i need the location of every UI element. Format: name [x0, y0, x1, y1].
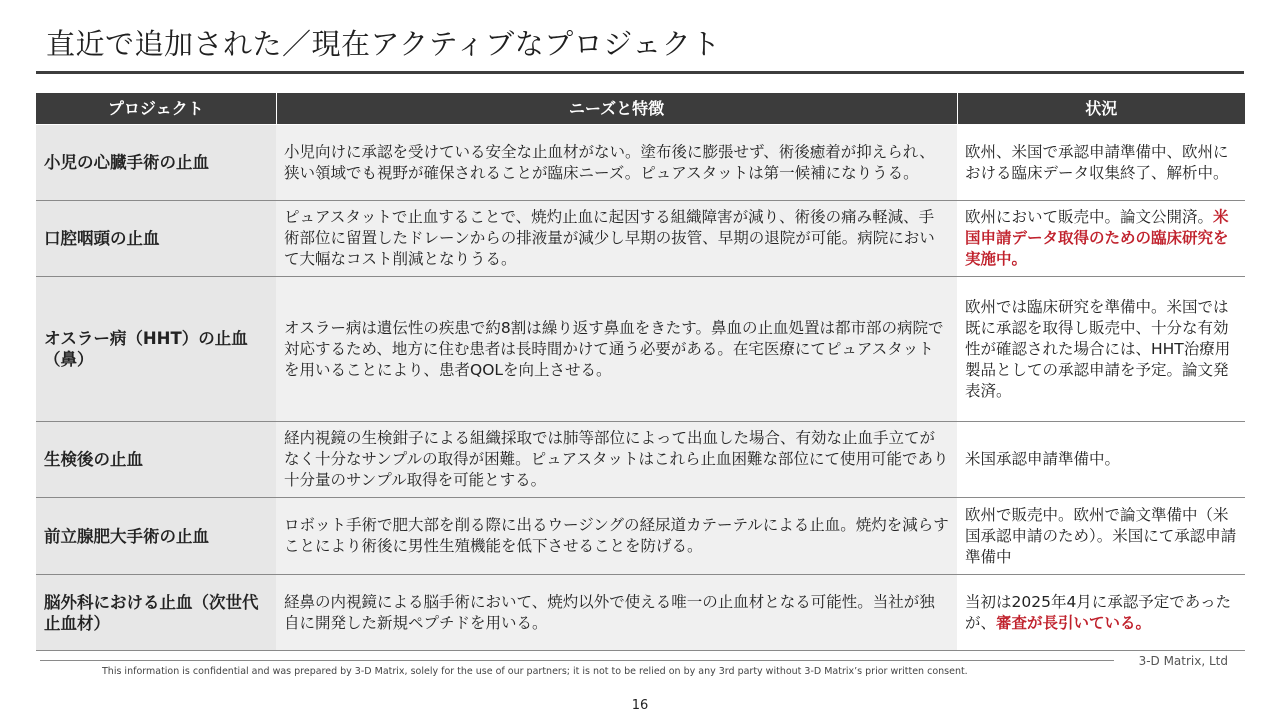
project-status [957, 277, 1245, 422]
title-divider [36, 71, 1244, 74]
table-row [36, 125, 1245, 201]
table-row [36, 201, 1245, 277]
project-status [957, 422, 1245, 498]
table-header-row [36, 93, 1245, 125]
status-text: 当初は2025年4月に承認予定であったが、 [965, 592, 1232, 632]
project-name: オスラー病（HHT）の止血（鼻） [36, 277, 276, 422]
project-name: 脳外科における止血（次世代止血材） [36, 575, 276, 651]
company-name: 3-D Matrix, Ltd [1138, 654, 1228, 668]
page-number: 16 [631, 698, 649, 713]
confidentiality-notice: This information is confidential and was prepared by 3-D Matrix, solely for the use of our partners; it is not to be relied on by any 3rd party without 3-D Matrix’s prior written consent. [102, 666, 968, 677]
project-name: 前立腺肥大手術の止血 [36, 498, 276, 575]
status-text: 欧州では臨床研究を準備中。米国では既に承認を取得し販売中、十分な有効性が確認された場合には、HHT治療用製品としての承認申請を予定。論文発表済。 [965, 297, 1231, 400]
page-title: 直近で追加された／現在アクティブなプロジェクト [46, 27, 721, 61]
project-status [957, 201, 1245, 277]
table-row [36, 277, 1245, 422]
footer-divider [40, 660, 1114, 661]
project-needs: 経内視鏡の生検鉗子による組織採取では肺等部位によって出血した場合、有効な止血手立てがなく十分なサンプルの取得が困難。ピュアスタットはこれら止血困難な部位にて使用可能であり十分量のサンプル取得を可能とする。 [276, 422, 957, 498]
project-needs: 経鼻の内視鏡による脳手術において、焼灼以外で使える唯一の止血材となる可能性。当社が独自に開発した新規ペプチドを用いる。 [276, 575, 957, 651]
project-name: 口腔咽頭の止血 [36, 201, 276, 277]
project-status [957, 575, 1245, 651]
project-needs: 小児向けに承認を受けている安全な止血材がない。塗布後に膨張せず、術後癒着が抑えられ、狭い領域でも視野が確保されることが臨床ニーズ。ピュアスタットは第一候補になりうる。 [276, 125, 957, 201]
project-status [957, 125, 1245, 201]
header-project: プロジェクト [36, 93, 276, 125]
project-needs: ロボット手術で肥大部を削る際に出るウージングの経尿道カテーテルによる止血。焼灼を減らすことにより術後に男性生殖機能を低下させることを防げる。 [276, 498, 957, 575]
status-text: 欧州において販売中。論文公開済。 [965, 208, 1214, 226]
table-row [36, 575, 1245, 651]
project-needs: ピュアスタットで止血することで、焼灼止血に起因する組織障害が減り、術後の痛み軽減、手術部位に留置したドレーンからの排液量が減少し早期の抜管、早期の退院が可能。病院において大幅なコスト削減となりうる。 [276, 201, 957, 277]
header-status: 状況 [957, 93, 1245, 125]
project-name: 小児の心臓手術の止血 [36, 125, 276, 201]
status-text: 欧州、米国で承認申請準備中、欧州における臨床データ収集終了、解析中。 [965, 142, 1229, 182]
projects-table [36, 93, 1245, 651]
project-status [957, 498, 1245, 575]
project-needs: オスラー病は遺伝性の疾患で約8割は繰り返す鼻血をきたす。鼻血の止血処置は都市部の病院で対応するため、地方に住む患者は長時間かけて通う必要がある。在宅医療にてピュアスタットを用いることにより、患者QOLを向上させる。 [276, 277, 957, 422]
header-needs: ニーズと特徴 [276, 93, 957, 125]
status-text: 米国承認申請準備中。 [965, 450, 1121, 468]
table-row [36, 498, 1245, 575]
status-highlight: 審査が長引いている。 [996, 613, 1152, 632]
table-row [36, 422, 1245, 498]
project-name: 生検後の止血 [36, 422, 276, 498]
status-highlight: 米国申請データ取得のための臨床研究を実施中。 [965, 208, 1229, 268]
status-text: 欧州で販売中。欧州で論文準備中（米国承認申請のため）。米国にて承認申請準備中 [965, 505, 1237, 566]
